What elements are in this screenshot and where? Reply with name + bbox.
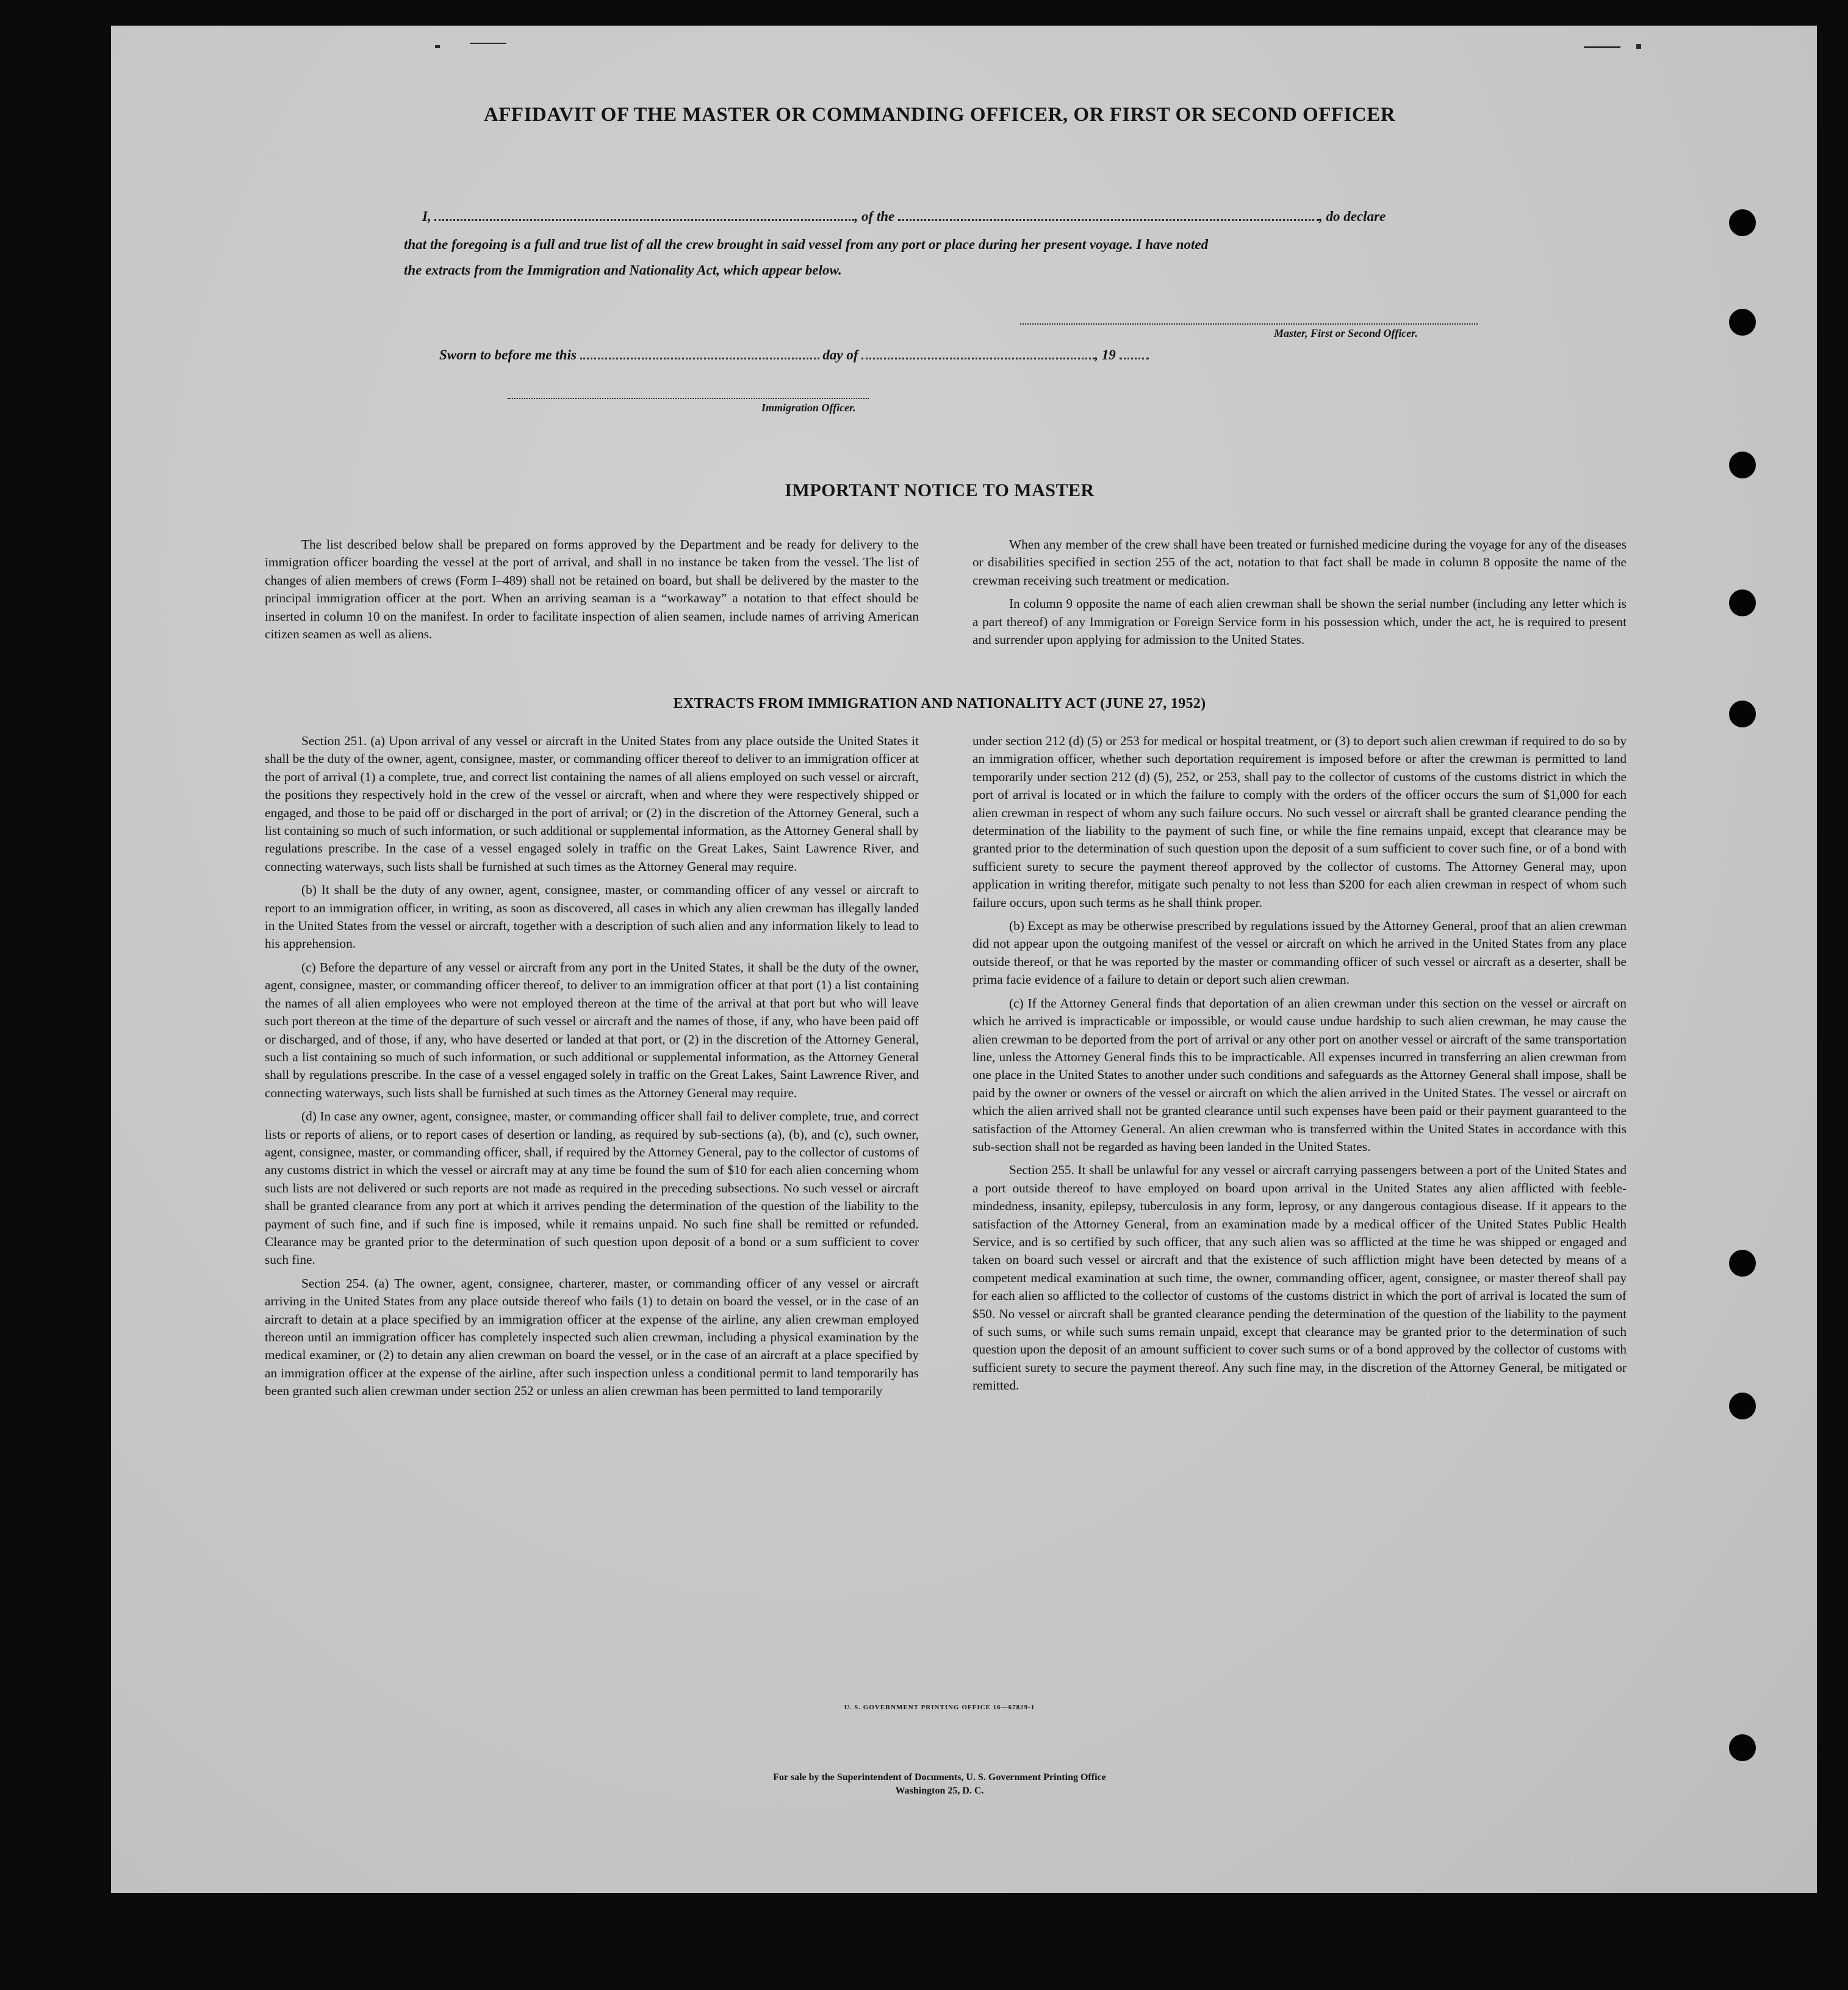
extract-paragraph: under section 212 (d) (5) or 253 for medical or hospital treatment, or (3) to deport such alien crewman if required to do so by an immigration officer, whether such deportation requirement is imposed before or after the crewman is permitted to land temporarily under section 212 (d) (5), 252, or 253, shall pay to the collector of customs of the customs district in which the port of arrival is located or in which the failure to comply with the orders of the officer occurs the sum of $1,000 for each alien crewman in respect of whom any such failure occurs. No such vessel or aircraft shall be granted clearance pending the determination of the liability to the payment of such fine, or while the fine remains unpaid, except that clearance may be granted prior to the determination of such question upon the deposit of a sum sufficient to cover such fine, or of a bond with sufficient surety to secure the payment thereof approved by the collector of customs. The Attorney General may, upon application in writing therefor, mitigate such penalty to not less than $200 for each alien crewman in respect of whom such failure occurs, upon such terms as he shall think proper. [973,734,1627,910]
binder-hole [1729,309,1756,336]
extract-paragraph: Section 251. (a) Upon arrival of any vessel or aircraft in the United States from any place outside the United States it shall be the duty of the owner, agent, consignee, master, or commanding officer thereof to deliver to an immigration officer at the port of arrival (1) a complete, true, and correct list containing the names of all aliens employed on such vessel or aircraft, the positions they respectively hold in the crew of the vessel or aircraft, when and where they were respectively shipped or engaged, and those to be paid off or discharged in the port of arrival; or (2) in the discretion of the Attorney General, such a list containing so much of such information, or such additional or supplemental information, as the Attorney General shall by regulations prescribe. In the case of a vessel engaged solely in traffic on the Great Lakes, Saint Lawrence River, and connecting waterways, such lists shall be furnished at such times as the Attorney General may require. [265,734,919,874]
notice-paragraph: The list described below shall be prepared on forms approved by the Department and be ready for delivery to the immigration officer boarding the vessel at the port of arrival, and shall in no instance be taken from the vessel. The list of changes of alien members of crews (Form I–489) shall not be retained on board, but shall be delivered by the master to the principal immigration officer at the port. When an arriving seaman is a “workaway” a notation to that effect should be inserted in column 10 on the manifest. In order to facilitate inspection of alien seamen, include names of arriving American citizen seamen as well as aliens. [265,537,919,642]
statement-line-2: the extracts from the Immigration and Nationality Act, which appear below. [404,262,842,278]
extract-paragraph: Section 255. It shall be unlawful for any vessel or aircraft carrying passengers between a port of the United States and a port outside thereof to have employed on board upon arrival in the United States any alien afflicted with feeble-mindedness, insanity, epilepsy, tuberculosis in any form, leprosy, or any dangerous contagious disease. If it appears to the satisfaction of the Attorney General, from an examination made by a medical officer of the United States Public Health Service, and is so certified by such officer, that any such alien was so afflicted at the time he was shipped or engaged and taken on board such vessel or aircraft and that the existence of such affliction might have been detected by means of a competent medical examination at such time, the owner, commanding officer, agent, consignee, or master thereof shall pay for each alien so afflicted to the collector of customs of the customs district in which the port of arrival is located the sum of $50. No vessel or aircraft shall be granted clearance pending the determination of the question of the liability to the payment of such sums, or while such sums remain unpaid, except that clearance may be granted prior to the determination of such question upon the deposit of an amount sufficient to cover such sums or of a bond approved by the collector of customs with sufficient surety to secure the payment thereof. Any such fine may, in the discretion of the Attorney General, be mitigated or remitted. [973,1163,1627,1393]
notice-paragraph: When any member of the crew shall have been treated or furnished medicine during the voyage for any of the diseases or disabilities specified in section 255 of the act, notation to that fact shall be made in column 8 opposite the name of the crewman receiving such treatment or medication. [973,537,1627,588]
notice-left-column [265,536,919,649]
officer-signature-line [508,398,869,399]
declaration-line [422,209,1484,225]
binder-hole [1729,1250,1756,1277]
notice-title: IMPORTANT NOTICE TO MASTER [785,480,1095,500]
binder-hole [1729,589,1756,616]
sworn-label: Sworn to before me this [439,347,577,362]
day-of-label: day of [822,347,858,362]
extracts-left-column [265,732,919,1406]
extract-paragraph: (c) Before the departure of any vessel or aircraft from any port in the United States, it shall be the duty of the owner, agent, consignee, master, or commanding officer thereof, to deliver to an immigration officer at that port (1) a list containing the names of all alien employees who were not employed thereon at the time of the arrival at that port but who will leave such port thereon at the time of the departure of such vessel or aircraft and the names of those, if any, who have been paid off or discharged, and of those, if any, who have deserted or landed at that port, or (2) in the discretion of the Attorney General, such a list containing so much of such information, or such additional or supplemental information, as the Attorney General shall by regulations prescribe. In the case of a vessel engaged solely in traffic on the Great Lakes, Saint Lawrence River, and connecting waterways, such lists shall be furnished at such times as the Attorney General may require. [265,959,919,1100]
master-signature-caption: Master, First or Second Officer. [1274,327,1418,339]
extract-paragraph: (d) In case any owner, agent, consignee, master, or commanding officer shall fail to deliver complete, true, and correct lists or reports of aliens, or to report cases of desertion or landing, as required by sub-sections (a), (b), and (c), such owner, agent, consignee, master, or commanding officer, shall, if required by the Attorney General, pay to the collector of customs of any customs district in which the vessel or aircraft may at any time be found the sum of $10 for each alien concerning whom such lists are not delivered or such reports are not made as required in the preceding subsections. No such vessel or aircraft shall be granted clearance from any port at which it arrives pending the determination of the question of the liability to the payment of such fine, and if such fine is imposed, while it remains unpaid. No such fine shall be remitted or refunded. Clearance may be granted prior to the determination of such question upon deposit of a bond or a sum sufficient to cover such fine. [265,1109,919,1267]
binder-hole [1729,1734,1756,1761]
name-blank [434,211,854,221]
extracts-right-column [973,732,1627,1401]
binder-hole [1729,209,1756,236]
binder-hole [1729,452,1756,478]
scan-mark [1584,46,1620,48]
binder-hole [1729,1393,1756,1419]
do-declare-label: , do declare [1319,209,1386,224]
sworn-line [439,347,1232,363]
of-the-label: , of the [854,209,895,224]
master-signature-line [1020,323,1478,325]
scan-mark [1636,44,1641,49]
sale-notice [610,1771,1269,1798]
vessel-blank [898,211,1319,221]
notice-right-column [973,536,1627,654]
binder-hole [1729,701,1756,727]
year-blank [1120,349,1149,359]
extract-paragraph: (b) Except as may be otherwise prescribed by regulations issued by the Attorney General, proof that an alien crewman did not appear upon the outgoing manifest of the vessel or aircraft on which he arrived in the United States from any place outside thereof, or that he was reported by the master or commanding officer of such vessel or aircraft as a deserter, shall be prima facie evidence of a failure to detain or deport such alien crewman. [973,918,1627,987]
extract-paragraph: (c) If the Attorney General finds that deportation of an alien crewman under this section on the vessel or aircraft on which he arrived is impracticable or impossible, or would cause undue hardship to such alien crewman, he may cause the alien crewman to be deported from the port of arrival or any other port on another vessel or aircraft of the same transportation line, unless the Attorney General finds this to be impracticable. All expenses incurred in transferring an alien crewman from one place in the United States to another under such conditions and safeguards as the Attorney General shall impose, shall be paid by the owner or owners of the vessel or aircraft on which the alien arrived in the United States. The vessel or aircraft on which the alien arrived shall not be granted clearance until such expenses have been paid or their payment guaranteed to the satisfaction of the Attorney General. An alien crewman who is transferred within the United States in accordance with this sub-section shall not be regarded as having been landed in the United States. [973,995,1627,1154]
extract-paragraph: (b) It shall be the duty of any owner, agent, consignee, master, or commanding officer of any vessel or aircraft to report to an immigration officer, in writing, as soon as discovered, all cases in which any alien crewman has illegally landed in the United States from the vessel or aircraft, together with a description of such alien and any information likely to lead to his apprehension. [265,882,919,951]
sale-notice-line: Washington 25, D. C. [895,1786,984,1796]
gpo-imprint: U. S. GOVERNMENT PRINTING OFFICE 16—67829-1 [844,1704,1035,1711]
sale-notice-line: For sale by the Superintendent of Documents, U. S. Government Printing Office [773,1772,1106,1783]
day-blank [580,349,819,359]
statement-line-1: that the foregoing is a full and true list of all the crew brought in said vessel from any port or place during her present voyage. I have noted [404,237,1209,252]
extracts-title: EXTRACTS FROM IMMIGRATION AND NATIONALITY ACT (JUNE 27, 1952) [673,696,1206,712]
year-label: , 19 [1095,347,1116,362]
affidavit-title: AFFIDAVIT OF THE MASTER OR COMMANDING OFFICER, OR FIRST OR SECOND OFFICER [483,104,1396,126]
scan-mark [470,43,506,44]
i-label: I, [422,209,431,224]
officer-signature-caption: Immigration Officer. [761,402,856,414]
notice-paragraph: In column 9 opposite the name of each alien crewman shall be shown the serial number (including any letter which is a part thereof) of any Immigration or Foreign Service form in his possession which, under the act, he is required to present and surrender upon applying for admission to the United States. [973,596,1627,647]
month-blank [861,349,1095,359]
scan-mark [435,45,440,48]
extract-paragraph: Section 254. (a) The owner, agent, consignee, charterer, master, or commanding officer of any vessel or aircraft arriving in the United States from any place outside thereof who fails (1) to detain on board the vessel, or in the case of an aircraft to detain at a place specified by an immigration officer at the expense of the airline, any alien crewman employed thereon until an immigration officer has completely inspected such alien crewman, including a physical examination by the medical examiner, or (2) to detain any alien crewman on board the vessel, or in the case of an aircraft at a place specified by an immigration officer at the expense of the airline, after such inspection unless a conditional permit to land temporarily has been granted such alien crewman under section 252 or unless an alien crewman has been permitted to land temporarily [265,1275,919,1399]
